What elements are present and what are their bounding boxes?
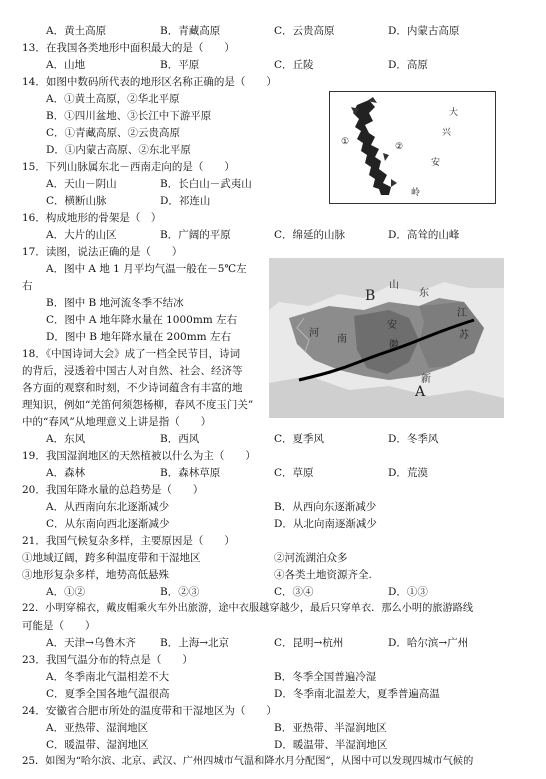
q18-option-b: B．西风: [160, 433, 200, 445]
q16-option-d: D．高耸的山峰: [388, 229, 460, 241]
q17-stem: 17．读图，说法正确的是（ ）: [22, 246, 183, 258]
q20-option-c: C．从东南向西北逐渐减少: [46, 518, 170, 530]
map-label-hui: 徽: [389, 340, 399, 351]
q18-line-2: 的背后，浸透着中国古人对自然、社会、经济等: [22, 365, 243, 377]
q15-option-b: B．长白山－武夷山: [160, 178, 252, 190]
q13-option-b: B．平原: [160, 59, 200, 71]
q21-stem: 21．我国气候复杂多样，主要原因是（ ）: [22, 535, 235, 547]
q14-stem: 14．如图中数码所代表的地形区名称正确的是（ ）: [22, 76, 277, 88]
q17-option-a: A．图中 A 地 1 月平均气温一般在－5℃左: [46, 263, 247, 275]
q20-option-b: B．从西向东逐渐减少: [274, 501, 377, 513]
q14-terrain-figure: [329, 91, 496, 204]
map-label-A: A: [415, 384, 426, 400]
q17-option-a-cont: 右: [22, 280, 33, 292]
map-label-jiang: 江: [457, 308, 467, 319]
q15-option-d: D．祁连山: [160, 195, 211, 207]
map-label-he: 河: [309, 328, 319, 339]
q24-option-c: C．暖温带、湿润地区: [46, 739, 149, 751]
q12-option-d: D．内蒙古高原: [388, 25, 460, 37]
q14-option-b: B．①四川盆地、③长江中下游平原: [46, 110, 212, 122]
q13-option-c: C．丘陵: [274, 59, 314, 71]
q13-stem: 13．在我国各类地形中面积最大的是（ ）: [22, 42, 235, 54]
q16-option-c: C．绵延的山脉: [274, 229, 346, 241]
q14-label-2: ②: [395, 142, 404, 152]
q18-line-4: 理知识，例如“羌笛何须怨杨柳，春风不度玉门关”: [22, 399, 254, 411]
q23-option-a: A．冬季南北气温相差不大: [46, 671, 170, 683]
q22-line-1: 22．小明穿棉衣，戴皮帽乘火车外出旅游，途中衣服越穿越少，最后只穿单衣．那么小明的旅游路线: [22, 603, 474, 614]
q23-option-c: C．夏季全国各地气温很高: [46, 688, 170, 700]
q21-option-d: D．①③: [388, 586, 428, 598]
q17-option-d: D．图中 B 地年降水量在 200mm 左右: [46, 331, 231, 343]
map-label-xin: 新: [421, 374, 431, 385]
q21-item-3: ③地形复杂多样，地势高低悬殊: [22, 569, 169, 581]
q18-option-c: C．夏季风: [274, 433, 325, 445]
q19-option-c: C．草原: [274, 467, 314, 479]
q21-item-1: ①地域辽阔，跨多种温度带和干湿地区: [22, 552, 201, 564]
q20-option-d: D．从北向南逐渐减少: [274, 518, 377, 530]
q14-label-xing: 兴: [442, 128, 452, 138]
q17-region-map: [269, 258, 504, 418]
q23-option-d: D．冬季南北温差大，夏季普遍高温: [274, 688, 440, 700]
q16-option-b: B．广阔的平原: [160, 229, 231, 241]
q25-stem: 25．如图为“哈尔滨、北京、武汉、广州四城市气温和降水月分配图”，从图中可以发现四城市气候的: [22, 756, 474, 767]
q21-item-4: ④各类土地资源齐全.: [274, 569, 372, 581]
q19-stem: 19．我国湿润地区的天然植被以什么为主（ ）: [22, 450, 256, 462]
q24-option-b: B．亚热带、半湿润地区: [274, 722, 387, 734]
q22-option-a: A．天津→乌鲁木齐: [46, 637, 136, 649]
q15-stem: 15．下列山脉属东北－西南走向的是（ ）: [22, 161, 235, 173]
map-label-nan: 南: [337, 334, 347, 345]
q23-stem: 23．我国气温分布的特点是（ ）: [22, 654, 193, 666]
q17-option-c: C．图中 A 地年降水量在 1000mm 左右: [46, 314, 238, 326]
q14-label-an: 安: [431, 158, 441, 168]
map-label-B: B: [365, 288, 376, 304]
q24-stem: 24．安徽省合肥市所处的温度带和干湿地区为（ ）: [22, 705, 277, 717]
q12-option-b: B．青藏高原: [160, 25, 221, 37]
q18-option-a: A．东风: [46, 433, 86, 445]
q14-label-da: 大: [449, 108, 459, 118]
q17-option-b: B．图中 B 地河流冬季不结冰: [46, 297, 184, 309]
q21-option-b: B．②③: [160, 586, 200, 598]
q22-option-d: D．哈尔滨→广州: [388, 637, 469, 649]
q14-option-d: D．①内蒙古高原、②东北平原: [46, 144, 191, 156]
map-label-dong: 东: [419, 288, 429, 299]
q12-option-a: A．黄土高原: [46, 25, 107, 37]
q19-option-d: D．荒漠: [388, 467, 428, 479]
q14-option-a: A．①黄土高原，②华北平原: [46, 93, 180, 105]
q14-label-1: ①: [341, 137, 350, 147]
q20-option-a: A．从西南向东北逐渐减少: [46, 501, 170, 513]
q14-label-ling: 岭: [411, 188, 421, 198]
q23-option-b: B．冬季全国普遍冷湿: [274, 671, 377, 683]
q20-stem: 20．我国年降水量的总趋势是（ ）: [22, 484, 204, 496]
q13-option-d: D．高原: [388, 59, 428, 71]
q21-option-a: A．①②: [46, 586, 86, 598]
q12-option-c: C．云贵高原: [274, 25, 335, 37]
q21-item-2: ②河流湖泊众多: [274, 552, 348, 564]
q16-stem: 16．构成地形的骨架是（ ）: [22, 212, 162, 224]
map-label-an: 安: [387, 320, 397, 331]
q18-line-3: 各方面的观察和时刻，不少诗词蕴含有丰富的地: [22, 382, 243, 394]
q22-option-c: C．昆明→杭州: [274, 637, 344, 649]
q18-line-1: 18．《中国诗词大会》成了一档全民节目，诗词: [22, 348, 241, 360]
q22-option-b: B．上海→北京: [160, 637, 230, 649]
map-label-shan: 山: [389, 280, 399, 291]
q19-option-a: A．森林: [46, 467, 86, 479]
q13-option-a: A．山地: [46, 59, 86, 71]
q21-option-c: C．③④: [274, 586, 314, 598]
q15-option-c: C．横断山脉: [46, 195, 107, 207]
map-label-su: 苏: [459, 330, 469, 341]
q15-option-a: A．天山－阴山: [46, 178, 117, 190]
q24-option-a: A．亚热带、湿润地区: [46, 722, 149, 734]
q18-option-d: D．冬季风: [388, 433, 439, 445]
q24-option-d: D．暖温带、半湿润地区: [274, 739, 388, 751]
q14-option-c: C．①青藏高原、②云贵高原: [46, 127, 181, 139]
q22-line-2: 可能是（ ）: [22, 620, 96, 632]
q16-option-a: A．大片的山区: [46, 229, 117, 241]
q18-line-5: 中的“春风”从地理意义上讲是指（ ）: [22, 416, 212, 428]
q19-option-b: B．森林草原: [160, 467, 221, 479]
